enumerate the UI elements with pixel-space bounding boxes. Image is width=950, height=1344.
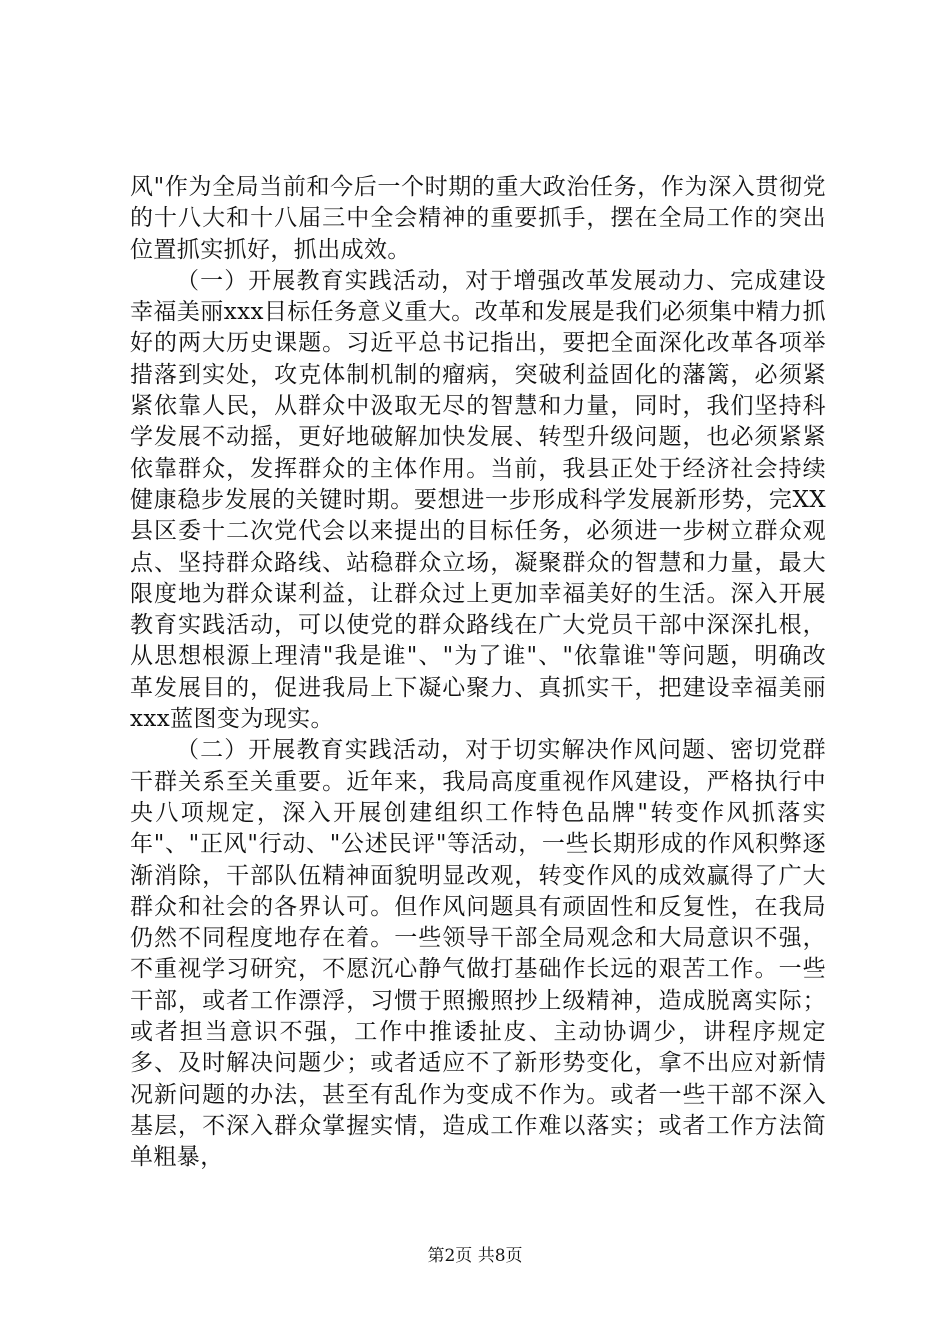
paragraph-section-one: （一）开展教育实践活动，对于增强改革发展动力、完成建设幸福美丽xxx目标任务意义重大。改革和发展是我们必须集中精力抓好的两大历史课题。习近平总书记指出，要把全面深化改革各项举措落到实处，攻克体制机制的瘤病，突破利益固化的藩篱，必须紧紧依靠人民，从群众中汲取无尽的智慧和力量，同时，我们坚持科学发展不动摇，更好地破解加快发展、转型升级问题，也必须紧紧依靠群众，发挥群众的主体作用。当前，我县正处于经济社会持续健康稳步发展的关键时期。要想进一步形成科学发展新形势，完XX县区委十二次党代会以来提出的目标任务，必须进一步树立群众观点、坚持群众路线、站稳群众立场，凝聚群众的智慧和力量，最大限度地为群众谋利益，让群众过上更加幸福美好的生活。深入开展教育实践活动，可以使党的群众路线在广大党员干部中深深扎根，从思想根源上理清"我是谁"、"为了谁"、"依靠谁"等问题，明确改革发展目的，促进我局上下凝心聚力、真抓实干，把建设幸福美丽xxx蓝图变为现实。 [130,267,826,733]
paragraph-continuation: 风"作为全局当前和今后一个时期的重大政治任务，作为深入贯彻党的十八大和十八届三中全会精神的重要抓手，摆在全局工作的突出位置抓实抓好，抓出成效。 [130,174,826,263]
document-body [130,172,826,1174]
paragraph-section-two: （二）开展教育实践活动，对于切实解决作风问题、密切党群干群关系至关重要。近年来，我局高度重视作风建设，严格执行中央八项规定，深入开展创建组织工作特色品牌"转变作风抓落实年"、"正风"行动、"公述民评"等活动，一些长期形成的作风积弊逐渐消除，干部队伍精神面貌明显改观，转变作风的成效赢得了广大群众和社会的各界认可。但作风问题具有顽固性和反复性，在我局仍然不同程度地存在着。一些领导干部全局观念和大局意识不强，不重视学习研究，不愿沉心静气做打基础作长远的艰苦工作。一些干部，或者工作漂浮，习惯于照搬照抄上级精神，造成脱离实际；或者担当意识不强，工作中推诿扯皮、主动协调少，讲程序规定多、及时解决问题少；或者适应不了新形势变化，拿不出应对新情况新问题的办法，甚至有乱作为变成不作为。或者一些干部不深入基层，不深入群众掌握实情，造成工作难以落实；或者工作方法简单粗暴， [130,737,826,1171]
page-number-footer: 第2页 共8页 [427,1246,523,1266]
